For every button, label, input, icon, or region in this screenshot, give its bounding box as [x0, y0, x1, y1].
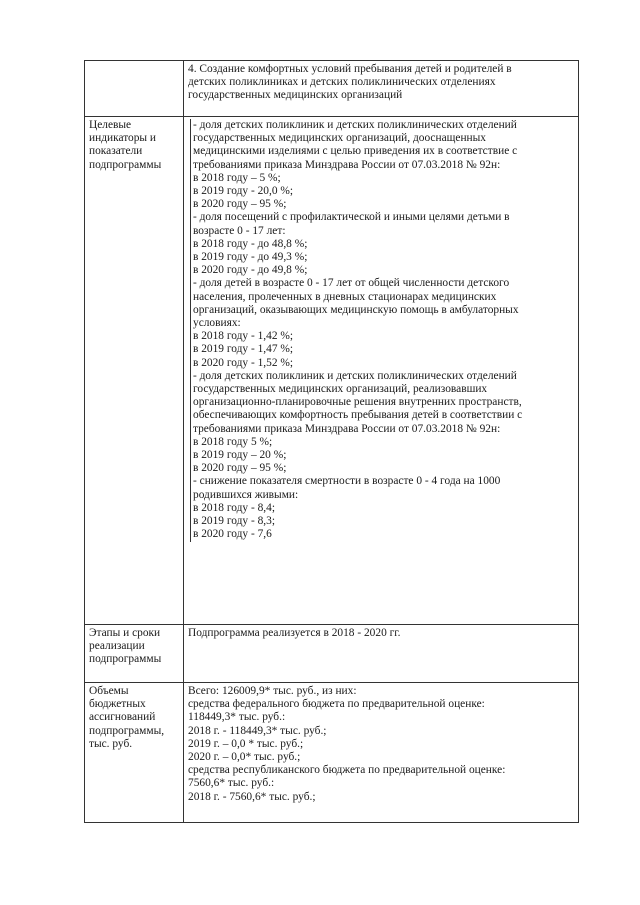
- row-label: Этапы и сроки реализации подпрограммы: [89, 627, 162, 666]
- row-content-cell: [184, 117, 579, 625]
- row-label-cell: [85, 61, 184, 117]
- row-label: [85, 61, 183, 65]
- budget-allocations: Всего: 126009,9* тыс. руб., из них: средства федерального бюджета по предварительной оценке: 118449,3* тыс. руб.: 2018 г. - 118449,3* тыс. руб.; 2019 г. – 0,0 * тыс. руб.; 2020 г. – 0,0* тыс. руб.; средства республиканского бюджета по предварительной оценке: 7560,6* тыс. руб.: 2018 г. - 7560,6* тыс. руб.;: [188, 685, 506, 803]
- task-title: 4. Создание комфортных условий пребывания детей и родителей в детских поликлиниках и детских поликлинических отделениях государственных медицинских организаций: [188, 63, 512, 102]
- table-row: [85, 117, 579, 625]
- row-label: Целевые индикаторы и показатели подпрограммы: [89, 119, 162, 171]
- implementation-period: Подпрограмма реализуется в 2018 - 2020 гг.: [188, 627, 401, 639]
- subprogram-passport-table: [84, 60, 579, 823]
- row-label-cell: [85, 683, 184, 823]
- table-row: [85, 61, 579, 117]
- table-row: [85, 683, 579, 823]
- target-indicators-list: - доля детских поликлиник и детских поликлинических отделений государственных медицинских организаций, дооснащенных медицинскими изделиями с целью приведения их в соответствие с требованиями приказа Минздрава России от 07.03.2018 № 92н: в 2018 году – 5 %; в 2019 году - 20,0 %; в 2020 году – 95 %; - доля посещений с профилактической и иными целями детьми в возрасте 0 - 17 лет: в 2018 году - до 48,8 %; в 2019 году - до 49,3 %; в 2020 году - до 49,8 %; - доля детей в возрасте 0 - 17 лет от общей численности детского населения, пролеченных в дневных стационарах медицинских организаций, оказывающих медицинскую помощь в амбулаторных условиях: в 2018 году - 1,42 %; в 2019 году - 1,47 %; в 2020 году - 1,52 %; - доля детских поликлиник и детских поликлинических отделений государственных медицинских организаций, реализовавших организационно-планировочные решения внутренних пространств, обеспечивающих комфортность пребывания детей в соответствии с требованиями приказа Минздрава России от 07.03.2018 № 92н: в 2018 году 5 %; в 2019 году – 20 %; в 2020 году – 95 %; - снижение показателя смертности в возрасте 0 - 4 года на 1000 родившихся живыми: в 2018 году - 8,4; в 2019 году - 8,3; в 2020 году - 7,6: [190, 119, 575, 542]
- row-label: Объемы бюджетных ассигнований подпрограммы, тыс. руб.: [89, 685, 165, 750]
- row-content-cell: [184, 625, 579, 683]
- row-label-cell: [85, 117, 184, 625]
- row-content-cell: [184, 683, 579, 823]
- table-row: [85, 625, 579, 683]
- row-content-cell: [184, 61, 579, 117]
- row-label-cell: [85, 625, 184, 683]
